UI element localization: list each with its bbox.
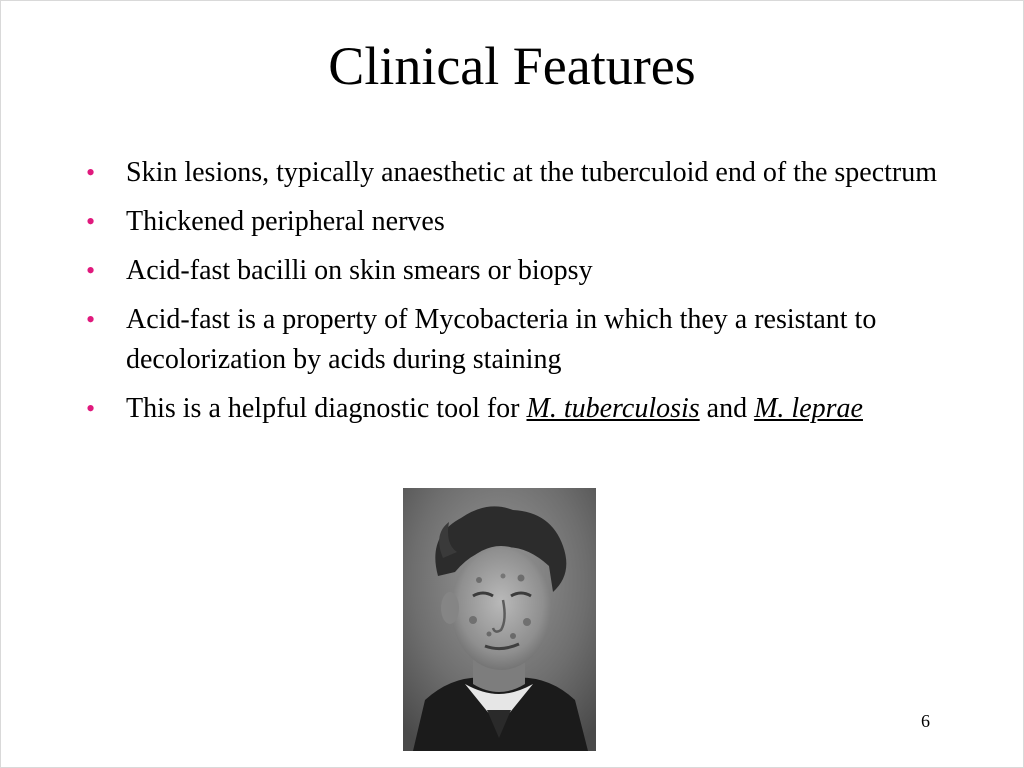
bullet-item xyxy=(86,153,946,193)
bullet-item xyxy=(86,300,946,380)
m-tuberculosis-link[interactable]: M. tuberculosis xyxy=(526,393,700,424)
bullet-icon: • xyxy=(86,207,96,236)
bullet-item xyxy=(86,202,946,242)
page-number: 6 xyxy=(921,711,930,731)
bullet-icon: • xyxy=(86,256,96,285)
bullet-text: Acid-fast bacilli on skin smears or biopsy xyxy=(126,255,593,286)
m-leprae-link[interactable]: M. leprae xyxy=(754,393,863,424)
slide-title: Clinical Features xyxy=(328,36,696,96)
portrait-photo-icon xyxy=(403,488,596,751)
portrait-photo xyxy=(403,488,596,751)
bullet-icon: • xyxy=(86,305,96,334)
bullet-text: Acid-fast is a property of Mycobacteria in which they a resistant to decolorization by acids during staining xyxy=(126,304,877,375)
bullet-item xyxy=(86,251,946,291)
bullet-icon: • xyxy=(86,394,96,423)
bullet-item xyxy=(86,389,946,429)
bullet-text-middle: and xyxy=(699,393,755,424)
bullet-text-prefix: This is a helpful diagnostic tool for xyxy=(126,393,527,424)
bullet-list xyxy=(86,153,946,438)
bullet-icon: • xyxy=(86,158,96,187)
bullet-text: Skin lesions, typically anaesthetic at the tuberculoid end of the spectrum xyxy=(126,157,938,188)
bullet-text: Thickened peripheral nerves xyxy=(126,206,445,237)
